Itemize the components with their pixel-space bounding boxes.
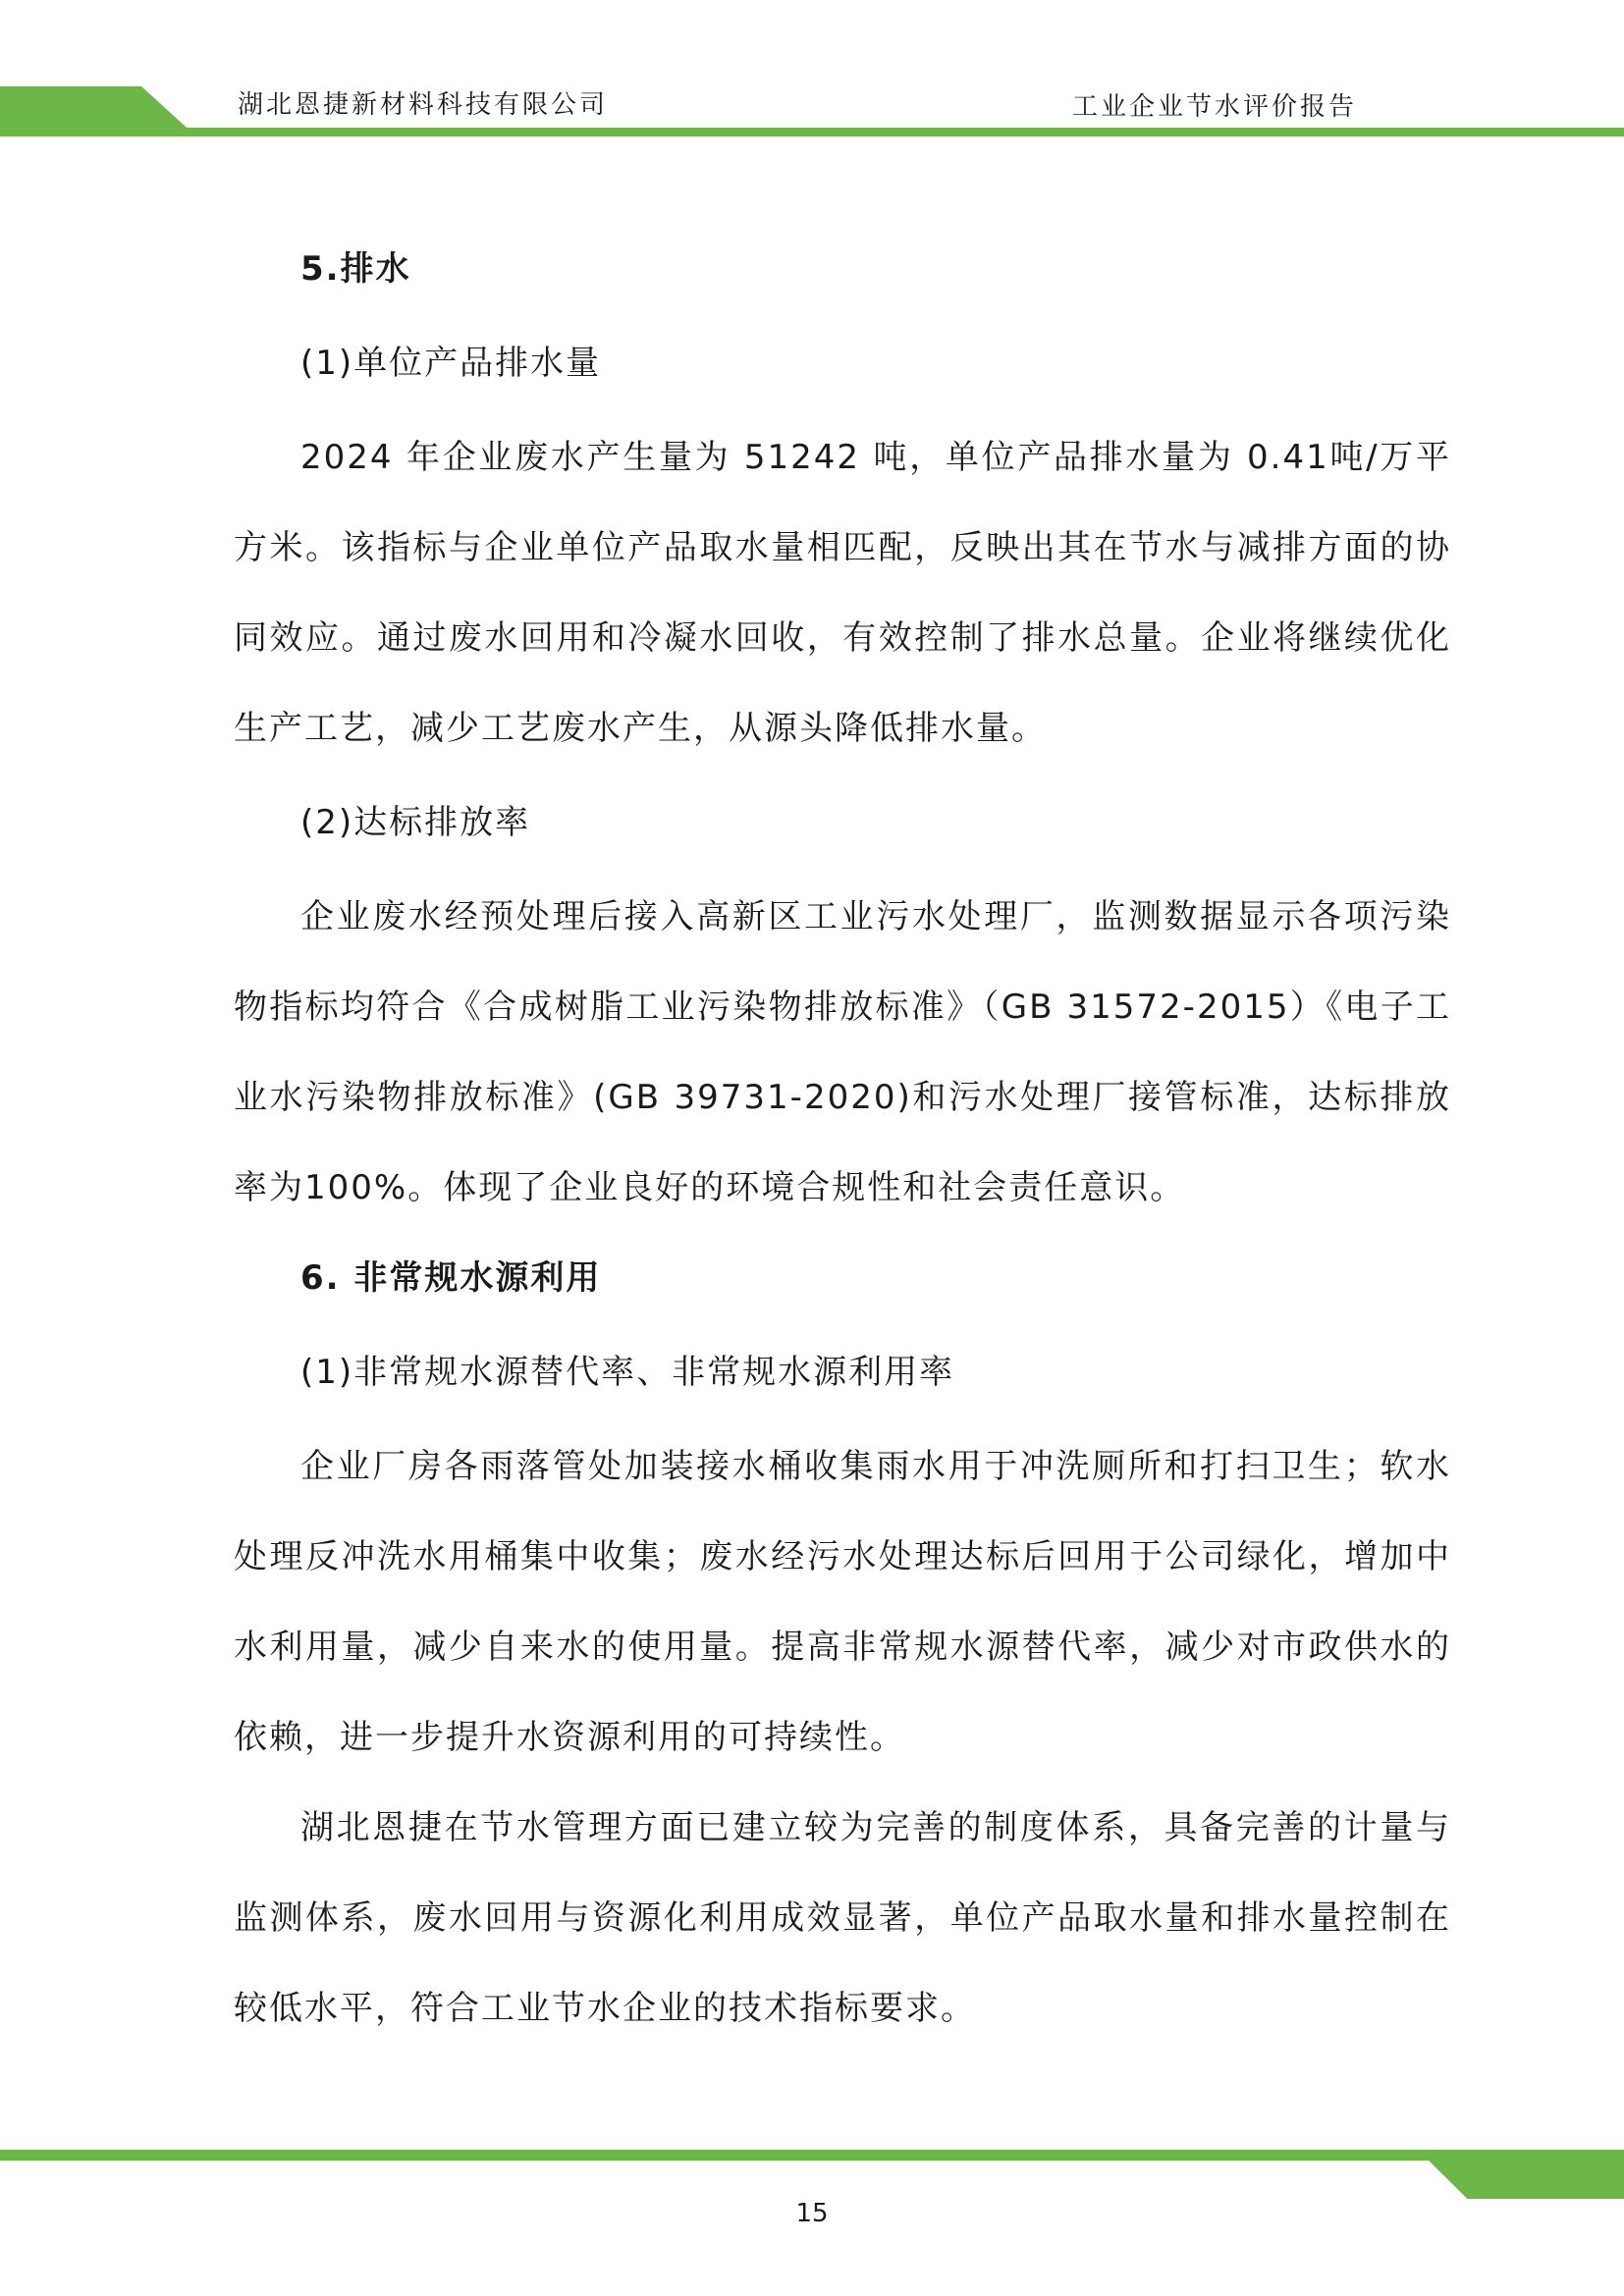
subsection-title-discharge-rate: (2)达标排放率 bbox=[300, 803, 531, 842]
header-rule bbox=[0, 128, 1624, 136]
footer-accent-tab bbox=[1418, 2150, 1624, 2199]
page-number: 15 bbox=[795, 2199, 829, 2228]
section-heading-unconventional-water: 6. 非常规水源利用 bbox=[300, 1258, 602, 1298]
paragraph-unconventional-water: 企业厂房各雨落管处加装接水桶收集雨水用于冲洗厕所和打扫卫生；软水处理反冲洗水用桶集中收集；废水经污水处理达标后回用于公司绿化，增加中水利用量，减少自来水的使用量。提高非常规水源替代率，减少对市政供水的依赖，进一步提升水资源利用的可持续性。 bbox=[234, 1447, 1451, 1757]
subsection-title-unconventional-rate: (1)非常规水源替代率、非常规水源利用率 bbox=[300, 1353, 955, 1392]
subsection-title-unit-drainage: (1)单位产品排水量 bbox=[300, 344, 602, 383]
footer-rule bbox=[0, 2150, 1624, 2161]
document-body bbox=[234, 224, 1451, 2054]
paragraph-unit-drainage: 2024 年企业废水产生量为 51242 吨，单位产品排水量为 0.41吨/万平方米。该指标与企业单位产品取水量相匹配，反映出其在节水与减排方面的协同效应。通过废水回用和冷凝水回收，有效控制了排水总量。企业将继续优化生产工艺，减少工艺废水产生，从源头降低排水量。 bbox=[234, 438, 1451, 748]
section-heading-drainage: 5.排水 bbox=[300, 249, 411, 289]
paragraph-discharge-rate: 企业废水经预处理后接入高新区工业污水处理厂，监测数据显示各项污染物指标均符合《合成树脂工业污染物排放标准》（GB 31572-2015）《电子工业水污染物排放标准》(GB 39731-2020)和污水处理厂接管标准，达标排放率为100%。体现了企业良好的环境合规性和社会责任意识。 bbox=[234, 897, 1451, 1207]
paragraph-summary: 湖北恩捷在节水管理方面已建立较为完善的制度体系，具备完善的计量与监测体系，废水回用与资源化利用成效显著，单位产品取水量和排水量控制在较低水平，符合工业节水企业的技术指标要求。 bbox=[234, 1808, 1451, 2028]
header-company-name: 湖北恩捷新材料科技有限公司 bbox=[238, 90, 609, 120]
header-report-title: 工业企业节水评价报告 bbox=[1072, 92, 1358, 122]
